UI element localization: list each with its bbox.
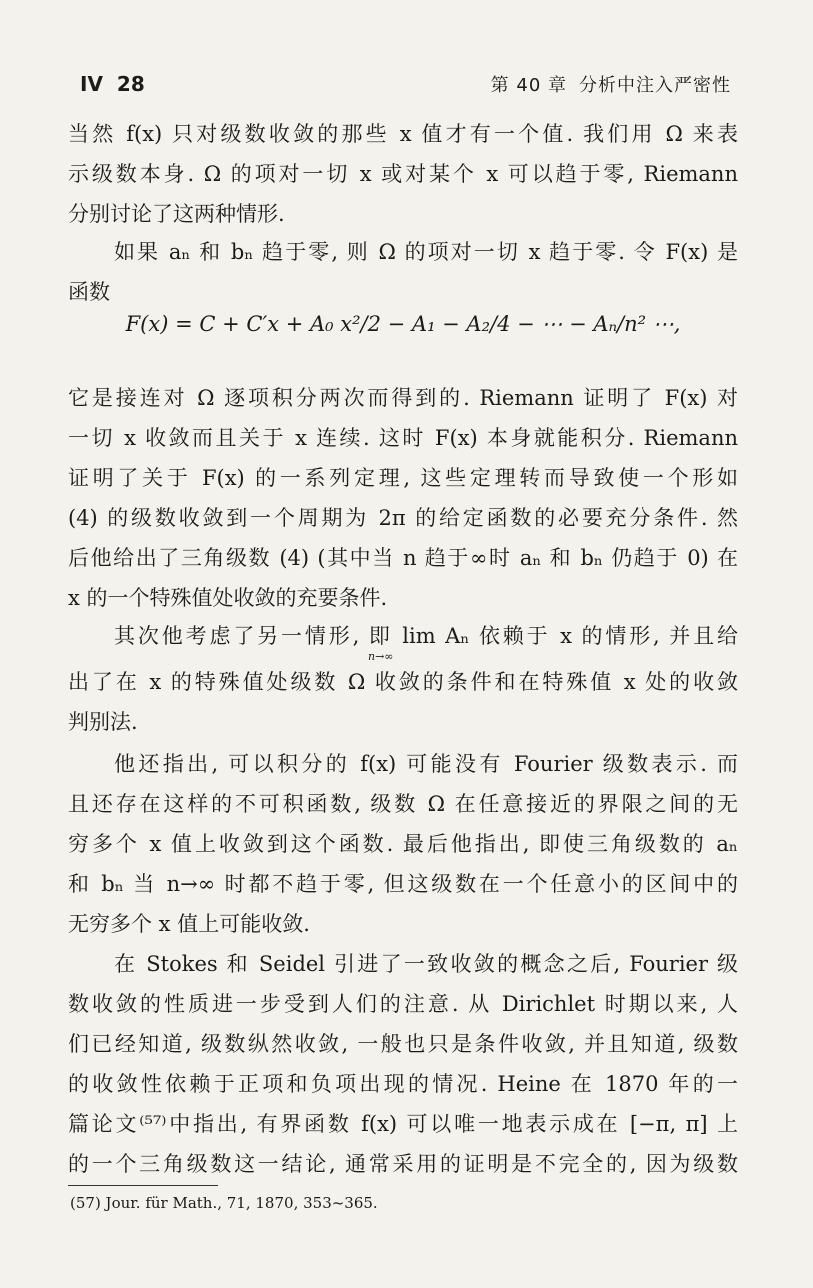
text-line: 它是接连对 Ω 逐项积分两次而得到的. Riemann 证明了 F(x) 对 (68, 386, 738, 410)
text-line: (4) 的级数收敛到一个周期为 2π 的给定函数的必要充分条件. 然 (68, 506, 738, 530)
text-line: x 的一个特殊值处收敛的充要条件. (68, 586, 388, 610)
footnote-divider (68, 1185, 218, 1186)
text-line: 分别讨论了这两种情形. (68, 202, 285, 226)
text-line: 判别法. (68, 710, 138, 734)
text-line: 在 Stokes 和 Seidel 引进了一致收敛的概念之后, Fourier 级 (114, 952, 738, 976)
text-line: 一切 x 收敛而且关于 x 连续. 这时 F(x) 本身就能积分. Riemann (68, 426, 738, 450)
formula-F: F(x) = C + C′x + A₀ x²/2 − A₁ − A₂/4 − ⋯ − Aₙ/n² ⋯, (125, 312, 681, 336)
text-line: 当然 f(x) 只对级数收敛的那些 x 值才有一个值. 我们用 Ω 来表 (68, 122, 738, 146)
text-line: 后他给出了三角级数 (4) (其中当 n 趋于∞时 aₙ 和 bₙ 仍趋于 0) 在 (68, 546, 738, 570)
text-line: 和 bₙ 当 n→∞ 时都不趋于零, 但这级数在一个任意小的区间中的 (68, 872, 738, 896)
text-line: 出了在 x 的特殊值处级数 Ω 收敛的条件和在特殊值 x 处的收敛 (68, 670, 738, 694)
text-line: 们已经知道, 级数纵然收敛, 一般也只是条件收敛, 并且知道, 级数 (68, 1032, 738, 1056)
footnote: (57) Jour. für Math., 71, 1870, 353~365. (70, 1194, 378, 1212)
text-line: 证明了关于 F(x) 的一系列定理, 这些定理转而导致使一个形如 (68, 466, 738, 490)
text-line: 示级数本身. Ω 的项对一切 x 或对某个 x 可以趋于零, Riemann (68, 162, 738, 186)
text-line: 无穷多个 x 值上可能收敛. (68, 912, 310, 936)
text-line: 其次他考虑了另一情形, 即 lim Aₙ 依赖于 x 的情形, 并且给 (114, 624, 738, 648)
text-line: 篇论文⁽⁵⁷⁾中指出, 有界函数 f(x) 可以唯一地表示成在 [−π, π] 上 (68, 1112, 738, 1136)
page-number: IV 28 (80, 72, 145, 96)
text-line: 函数 (68, 280, 110, 304)
text-line: 的收敛性依赖于正项和负项出现的情况. Heine 在 1870 年的一 (68, 1072, 738, 1096)
lim-subscript: n→∞ (368, 650, 394, 663)
text-line: 数收敛的性质进一步受到人们的注意. 从 Dirichlet 时期以来, 人 (68, 992, 738, 1016)
text-line: 他还指出, 可以积分的 f(x) 可能没有 Fourier 级数表示. 而 (114, 752, 738, 776)
text-line: 且还存在这样的不可积函数, 级数 Ω 在任意接近的界限之间的无 (68, 792, 738, 816)
text-line: 的一个三角级数这一结论, 通常采用的证明是不完全的, 因为级数 (68, 1152, 738, 1176)
text-line: 如果 aₙ 和 bₙ 趋于零, 则 Ω 的项对一切 x 趋于零. 令 F(x) 是 (114, 240, 738, 264)
running-header (80, 66, 731, 102)
text-line: 穷多个 x 值上收敛到这个函数. 最后他指出, 即使三角级数的 aₙ (68, 832, 738, 856)
chapter-title: 第 40 章 分析中注入严密性 (490, 75, 731, 96)
